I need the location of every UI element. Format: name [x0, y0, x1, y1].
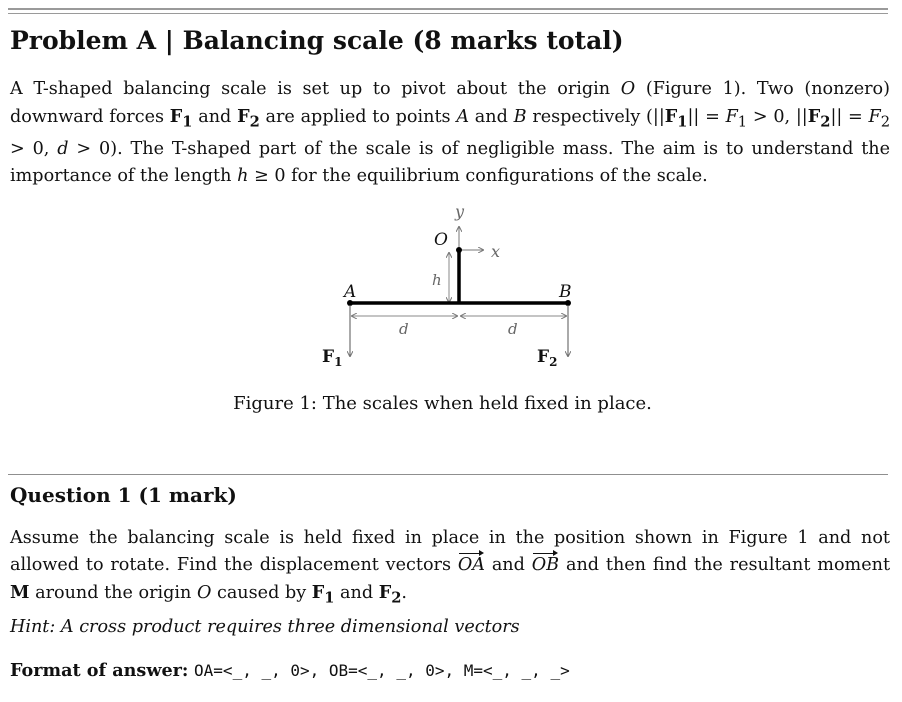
a-label: A	[344, 282, 357, 302]
intro-paragraph: A T-shaped balancing scale is set up to pivot about the origin O (Figure 1). Two (nonzero) downward forces $F_1$ and $F_2$ are applied to points A and B respectively ($||F_1|| = F_1 > 0$, $||F_2|| = F_2 > 0$, d > 0). The T-shaped part of the scale is of negligible mass. The aim is to understand the importance of the length h ≥ 0 for the equilibrium configurations of the scale.	[10, 79, 891, 186]
answer-format-label: Format of answer:	[10, 660, 189, 681]
d-left-label: d	[399, 320, 409, 338]
f1-label: $F_1$	[322, 347, 343, 369]
figure-caption: Figure 1: The scales when held fixed in place.	[233, 393, 652, 414]
x-label: x	[491, 242, 501, 261]
o-label: O	[434, 230, 448, 250]
question-paragraph: Assume the balancing scale is held fixed in place in the position shown in Figure 1 and not allowed to rotate. Find the displacement vectors OA and OB and then find the resultant moment M around the origin O caused by $F_1$ and $F_2$.	[10, 528, 891, 607]
problem-title: Problem A | Balancing scale (8 marks total)	[10, 26, 624, 55]
answer-format-value: OA=<_, _, 0>, OB=<_, _, 0>, M=<_, _, _>	[194, 661, 570, 680]
f2-label: $F_2$	[537, 347, 558, 369]
answer-format	[10, 660, 570, 681]
y-label: y	[455, 202, 465, 221]
origin-point	[456, 247, 462, 253]
vector-ob: OB	[532, 552, 559, 579]
question-title: Question 1 (1 mark)	[10, 483, 237, 507]
b-label: B	[559, 282, 572, 302]
vector-oa: OA	[458, 552, 485, 579]
section-rule	[8, 474, 888, 475]
d-right-label: d	[508, 320, 518, 338]
h-label: h	[432, 271, 442, 289]
hint-text: Hint: A cross product requires three dimensional vectors	[10, 617, 520, 637]
